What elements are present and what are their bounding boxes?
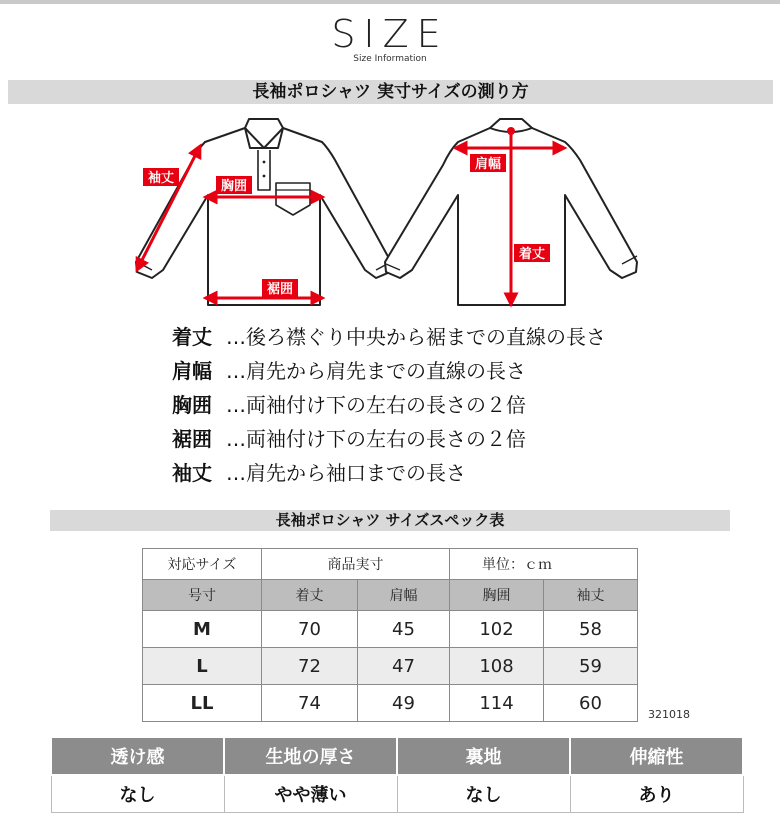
page-subtitle: Size Information [353,54,427,64]
fabric-features-table [50,736,744,813]
value-cell: 70 [262,611,358,648]
definition-term: 胸囲 [172,392,212,417]
feature-value: やや薄い [224,775,397,813]
feature-header: 伸縮性 [570,737,743,775]
value-cell: 60 [544,685,638,722]
value-cell: 49 [358,685,450,722]
feature-value: なし [397,775,570,813]
definition-term: 裾囲 [172,426,212,451]
label-chest [216,176,252,194]
measurement-definitions [172,318,606,488]
feature-header-row [51,737,743,775]
value-cell: 47 [358,648,450,685]
definition-text: …肩先から袖口までの長さ [226,460,466,485]
group-label: 商品実寸 [262,549,450,580]
definition-row [172,420,606,454]
value-cell: 72 [262,648,358,685]
value-cell: 108 [450,648,544,685]
definition-row [172,352,606,386]
size-label: 対応サイズ [143,549,262,580]
table-header-row [143,549,638,580]
svg-text:着丈: 着丈 [518,247,546,262]
value-cell: 45 [358,611,450,648]
label-hem [262,279,298,297]
shirt-measurement-illustration [0,108,780,308]
table-row [143,685,638,722]
product-code: 321018 [648,708,690,721]
value-cell: 102 [450,611,544,648]
svg-text:肩幅: 肩幅 [474,157,502,172]
label-length [514,244,550,262]
definition-text: …後ろ襟ぐり中央から裾までの直線の長さ [226,324,606,349]
table-column-header-row [143,580,638,611]
definition-term: 肩幅 [172,358,212,383]
label-sleeve [143,168,179,186]
measure-section-title: 長袖ポロシャツ 実寸サイズの測り方 [8,80,773,104]
column-header: 胸囲 [450,580,544,611]
size-cell: LL [143,685,262,722]
definition-text: …両袖付け下の左右の長さの２倍 [226,426,526,451]
table-row [143,648,638,685]
label-shoulder [470,154,506,172]
feature-value: あり [570,775,743,813]
svg-text:胸囲: 胸囲 [220,179,248,194]
column-header: 号寸 [143,580,262,611]
table-row [143,611,638,648]
svg-text:袖丈: 袖丈 [147,171,175,186]
value-cell: 114 [450,685,544,722]
size-cell: L [143,648,262,685]
definition-row [172,318,606,352]
column-header: 肩幅 [358,580,450,611]
value-cell: 59 [544,648,638,685]
spec-section-title: 長袖ポロシャツ サイズスペック表 [50,510,730,531]
definition-row [172,386,606,420]
definition-text: …両袖付け下の左右の長さの２倍 [226,392,526,417]
size-spec-table [142,548,638,722]
front-shirt-icon [136,119,391,305]
page-title: SIZE [331,12,449,56]
feature-value: なし [51,775,224,813]
definition-row [172,454,606,488]
svg-text:裾囲: 裾囲 [266,282,294,297]
size-cell: M [143,611,262,648]
feature-header: 透け感 [51,737,224,775]
definition-term: 袖丈 [172,460,212,485]
feature-value-row [51,775,743,813]
value-cell: 58 [544,611,638,648]
feature-header: 裏地 [397,737,570,775]
definition-term: 着丈 [172,324,212,349]
column-header: 着丈 [262,580,358,611]
top-divider [0,0,780,4]
value-cell: 74 [262,685,358,722]
unit-label: 単位：ｃｍ [450,549,638,580]
feature-header: 生地の厚さ [224,737,397,775]
definition-text: …肩先から肩先までの直線の長さ [226,358,526,383]
column-header: 袖丈 [544,580,638,611]
